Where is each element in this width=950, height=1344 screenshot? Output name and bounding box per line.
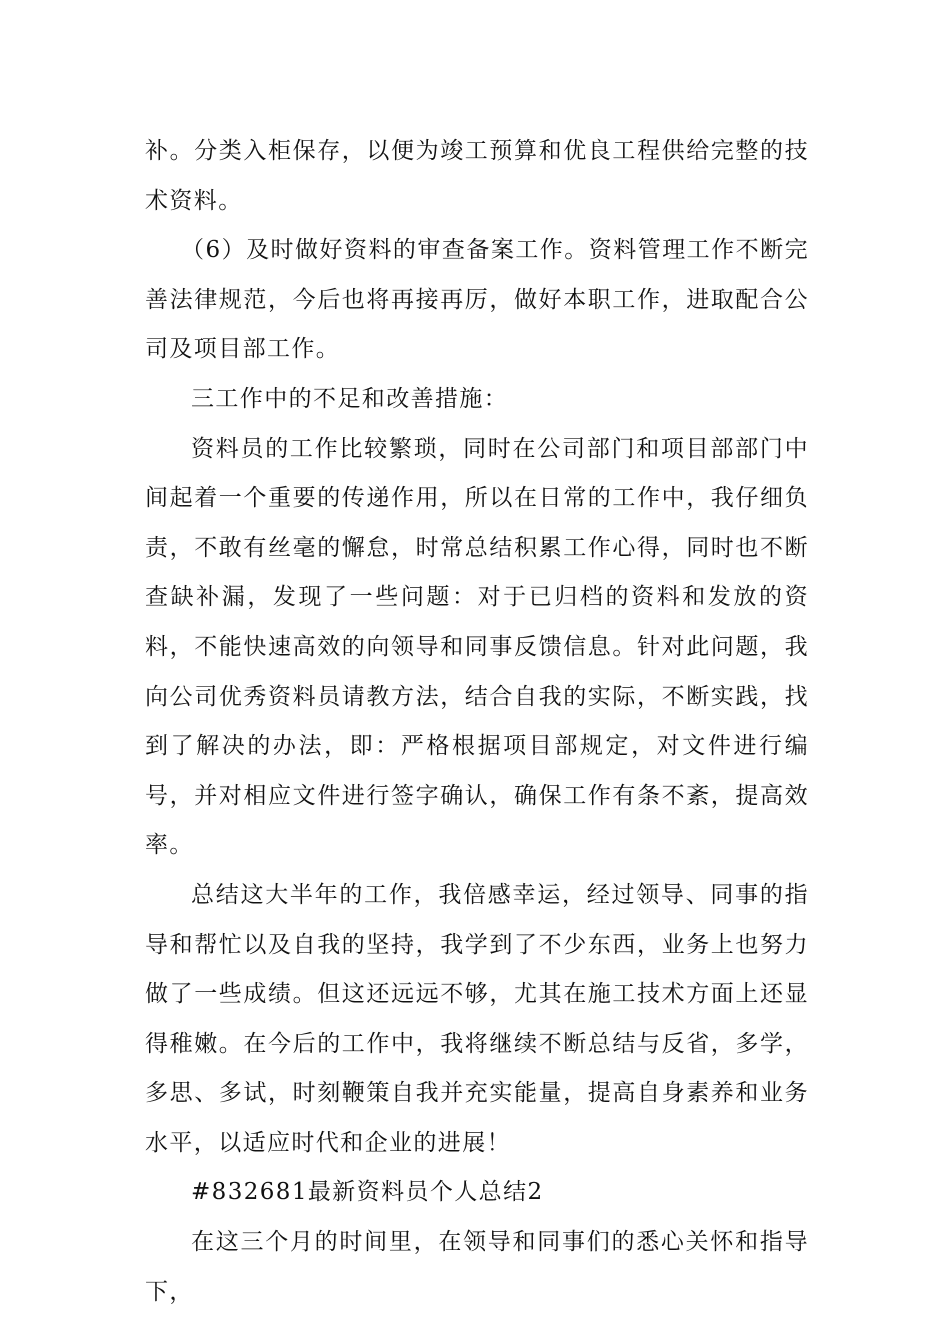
section-title-summary-2: #832681最新资料员个人总结2 [191,1179,544,1206]
paragraph-summary: 总结这大半年的工作，我倍感幸运，经过领导、同事的指导和帮忙以及自我的坚持，我学到了不少东西，业务上也努力做了一些成绩。但这还远远不够，尤其在施工技术方面上还显得稚嫩。在今后的工作中，我将继续不断总结与反省，多学，多思、多试，时刻鞭策自我并充实能量，提高自身素养和业务水平，以适应时代和企业的进展！ [145,881,809,1156]
section-heading-shortcomings: 三工作中的不足和改善措施： [191,385,509,412]
paragraph-continuation: 补。分类入柜保存，以便为竣工预算和优良工程供给完整的技术资料。 [145,138,809,214]
paragraph-shortcomings: 资料员的工作比较繁琐，同时在公司部门和项目部部门中间起着一个重要的传递作用，所以在日常的工作中，我仔细负责，不敢有丝毫的懈怠，时常总结积累工作心得，同时也不断查缺补漏，发现了一些问题：对于已归档的资料和发放的资料，不能快速高效的向领导和同事反馈信息。针对此问题，我向公司优秀资料员请教方法，结合自我的实际，不断实践，找到了解决的办法，即：严格根据项目部规定，对文件进行编号，并对相应文件进行签字确认，确保工作有条不紊，提高效率。 [145,435,809,859]
paragraph-item-6: （6）及时做好资料的审查备案工作。资料管理工作不断完善法律规范，今后也将再接再厉，做好本职工作，进取配合公司及项目部工作。 [145,237,809,363]
document-body [145,127,809,1317]
paragraph-summary-2-start: 在这三个月的时间里，在领导和同事们的悉心关怀和指导下， [145,1229,809,1305]
